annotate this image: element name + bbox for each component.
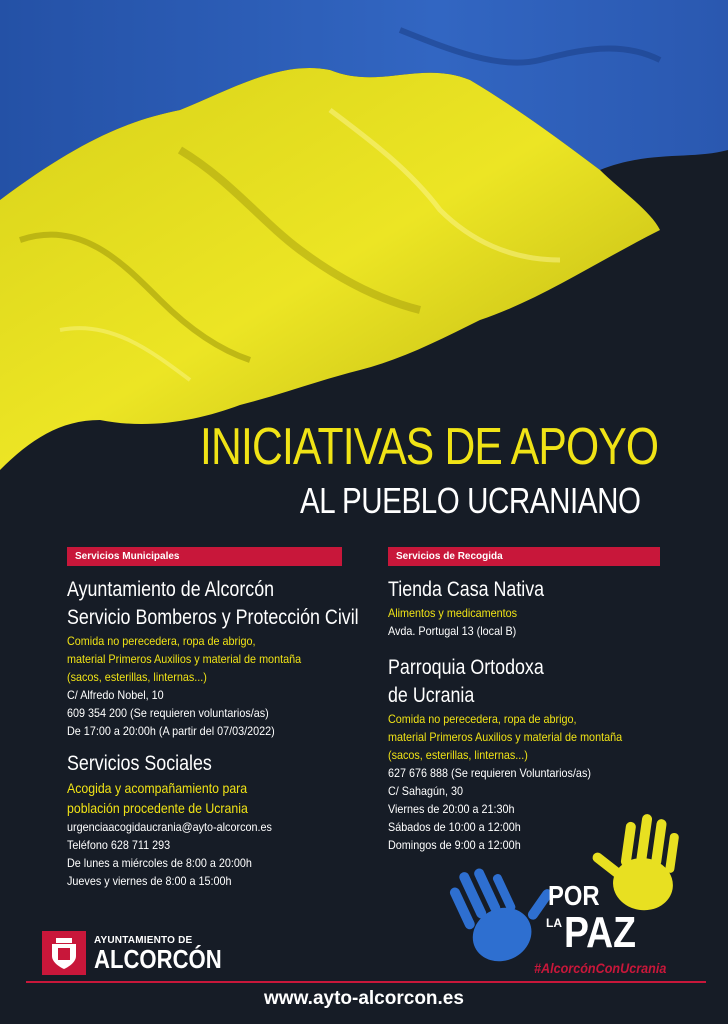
heading-parroquia-1: Parroquia Ortodoxa: [388, 656, 544, 679]
church-items-3: (sacos, esterillas, linternas...): [388, 748, 528, 762]
church-address: C/ Sahagún, 30: [388, 784, 464, 798]
municipal-items-2: material Primeros Auxilios y material de montaña: [67, 652, 302, 666]
social-hours-1: De lunes a miércoles de 8:00 a 20:00h: [67, 856, 252, 870]
logo-text: [94, 935, 244, 972]
logo-big: ALCORCÓN: [94, 943, 222, 974]
ayuntamiento-logo: [42, 931, 244, 975]
collection-services-column: [388, 547, 660, 854]
municipal-items-3: (sacos, esterillas, linternas...): [67, 670, 207, 684]
store-items: Alimentos y medicamentos: [388, 606, 518, 620]
campaign-hashtag: #AlcorcónConUcrania: [534, 960, 667, 976]
heading-tienda: Tienda Casa Nativa: [388, 578, 545, 601]
ukraine-flag-image: [0, 0, 728, 480]
section-bar-recogida: Servicios de Recogida: [388, 547, 660, 566]
coat-of-arms-icon: [42, 931, 86, 975]
church-items-1: Comida no perecedera, ropa de abrigo,: [388, 712, 577, 726]
heading-ayuntamiento: Ayuntamiento de Alcorcón: [67, 578, 275, 601]
title-sub: AL PUEBLO UCRANIANO: [300, 480, 641, 521]
heading-bomberos: Servicio Bomberos y Protección Civil: [67, 606, 359, 629]
website-url[interactable]: www.ayto-alcorcon.es: [264, 988, 464, 1009]
section-bar-municipal: Servicios Municipales: [67, 547, 342, 566]
municipal-phone: 609 354 200 (Se requieren voluntarios/as): [67, 706, 269, 720]
campaign-la: LA: [546, 916, 562, 930]
church-items-2: material Primeros Auxilios y material de montaña: [388, 730, 623, 744]
municipal-items-1: Comida no perecedera, ropa de abrigo,: [67, 634, 256, 648]
municipal-services-column: [67, 547, 359, 890]
church-hours-3: Domingos de 9:00 a 12:00h: [388, 838, 521, 852]
social-email: urgenciaacogidaucrania@ayto-alcorcon.es: [67, 820, 272, 834]
social-desc-1: Acogida y acompañamiento para: [67, 780, 248, 796]
church-phone: 627 676 888 (Se requieren Voluntarios/as): [388, 766, 591, 780]
logo-small: AYUNTAMIENTO DE: [94, 934, 193, 946]
heading-servicios-sociales: Servicios Sociales: [67, 752, 212, 775]
campaign-por: POR: [548, 880, 600, 911]
title-main: INICIATIVAS DE APOYO: [200, 418, 659, 476]
social-desc-2: población procedente de Ucrania: [67, 800, 248, 816]
bottom-divider: [26, 981, 706, 983]
municipal-hours: De 17:00 a 20:00h (A partir del 07/03/2022): [67, 724, 275, 738]
social-hours-2: Jueves y viernes de 8:00 a 15:00h: [67, 874, 232, 888]
heading-parroquia-2: de Ucrania: [388, 684, 475, 707]
social-phone: Teléfono 628 711 293: [67, 838, 171, 852]
church-hours-2: Sábados de 10:00 a 12:00h: [388, 820, 521, 834]
campaign-paz: PAZ: [564, 908, 637, 957]
church-hours-1: Viernes de 20:00 a 21:30h: [388, 802, 515, 816]
poster-title: [200, 418, 720, 521]
store-address: Avda. Portugal 13 (local B): [388, 624, 517, 638]
municipal-address: C/ Alfredo Nobel, 10: [67, 688, 164, 702]
